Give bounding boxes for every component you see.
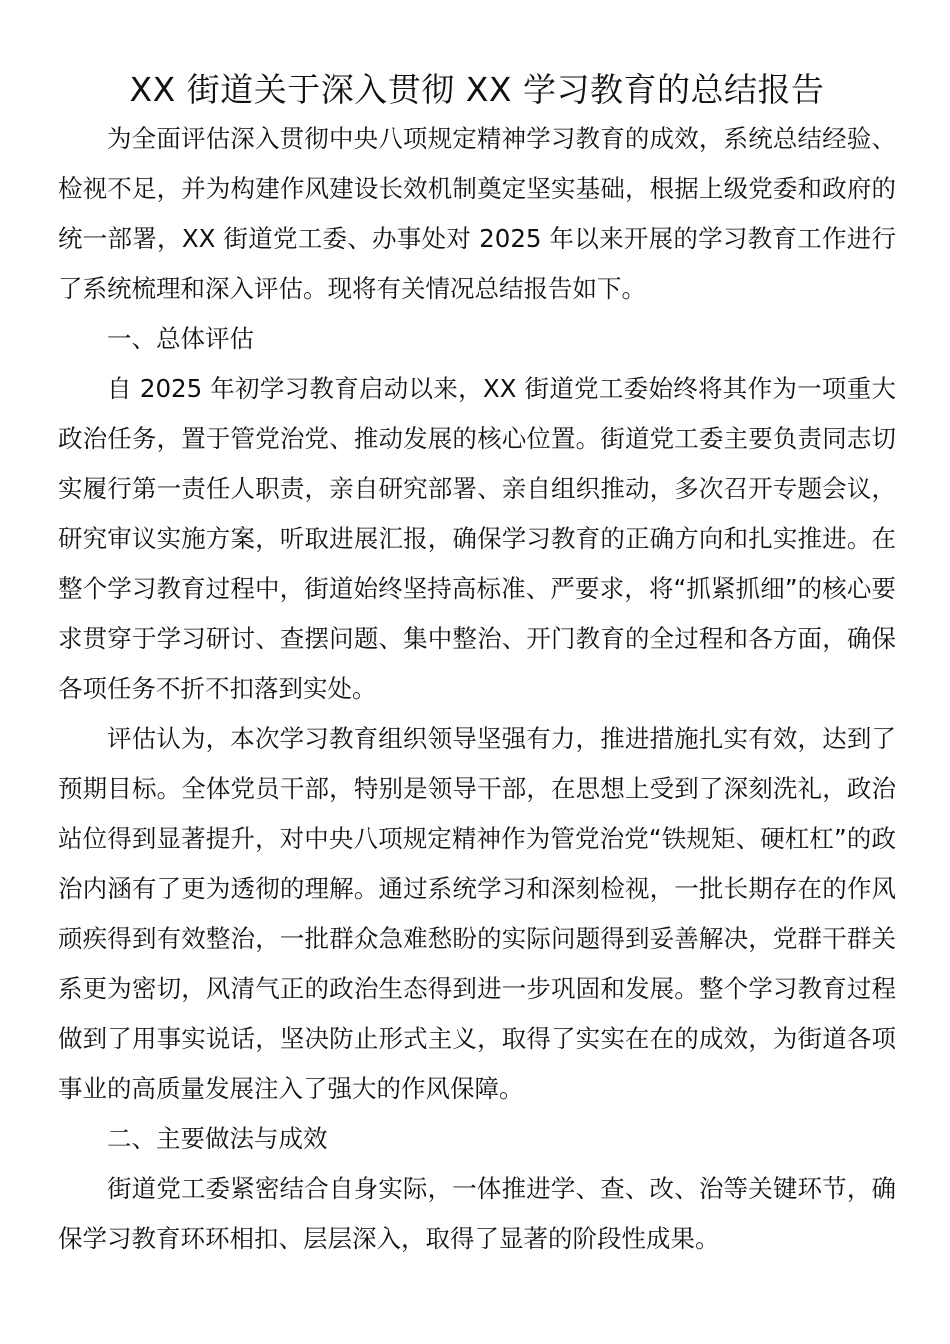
document-body: [58, 114, 896, 1264]
overall-assessment-paragraph: 自 2025 年初学习教育启动以来，XX 街道党工委始终将其作为一项重大政治任务，置于管党治党、推动发展的核心位置。街道党工委主要负责同志切实履行第一责任人职责，亲自研究部署、亲自组织推动，多次召开专题会议，研究审议实施方案，听取进展汇报，确保学习教育的正确方向和扎实推进。在整个学习教育过程中，街道始终坚持高标准、严要求，将“抓紧抓细”的核心要求贯穿于学习研讨、查摆问题、集中整治、开门教育的全过程和各方面，确保各项任务不折不扣落到实处。: [58, 374, 896, 703]
section-heading-overall-assessment: 一、总体评估: [107, 324, 254, 353]
intro-paragraph: 为全面评估深入贯彻中央八项规定精神学习教育的成效，系统总结经验、检视不足，并为构建作风建设长效机制奠定坚实基础，根据上级党委和政府的统一部署，XX 街道党工委、办事处对 2025 年以来开展的学习教育工作进行了系统梳理和深入评估。现将有关情况总结报告如下。: [58, 124, 896, 303]
evaluation-paragraph: 评估认为，本次学习教育组织领导坚强有力，推进措施扎实有效，达到了预期目标。全体党员干部，特别是领导干部，在思想上受到了深刻洗礼，政治站位得到显著提升，对中央八项规定精神作为管党治党“铁规矩、硬杠杠”的政治内涵有了更为透彻的理解。通过系统学习和深刻检视，一批长期存在的作风顽疾得到有效整治，一批群众急难愁盼的实际问题得到妥善解决，党群干群关系更为密切，风清气正的政治生态得到进一步巩固和发展。整个学习教育过程做到了用事实说话，坚决防止形式主义，取得了实实在在的成效，为街道各项事业的高质量发展注入了强大的作风保障。: [58, 724, 896, 1103]
document-title: XX 街道关于深入贯彻 XX 学习教育的总结报告: [129, 70, 825, 109]
main-practices-paragraph: 街道党工委紧密结合自身实际，一体推进学、查、改、治等关键环节，确保学习教育环环相扣、层层深入，取得了显著的阶段性成果。: [58, 1174, 896, 1253]
section-heading-main-practices: 二、主要做法与成效: [107, 1124, 328, 1153]
